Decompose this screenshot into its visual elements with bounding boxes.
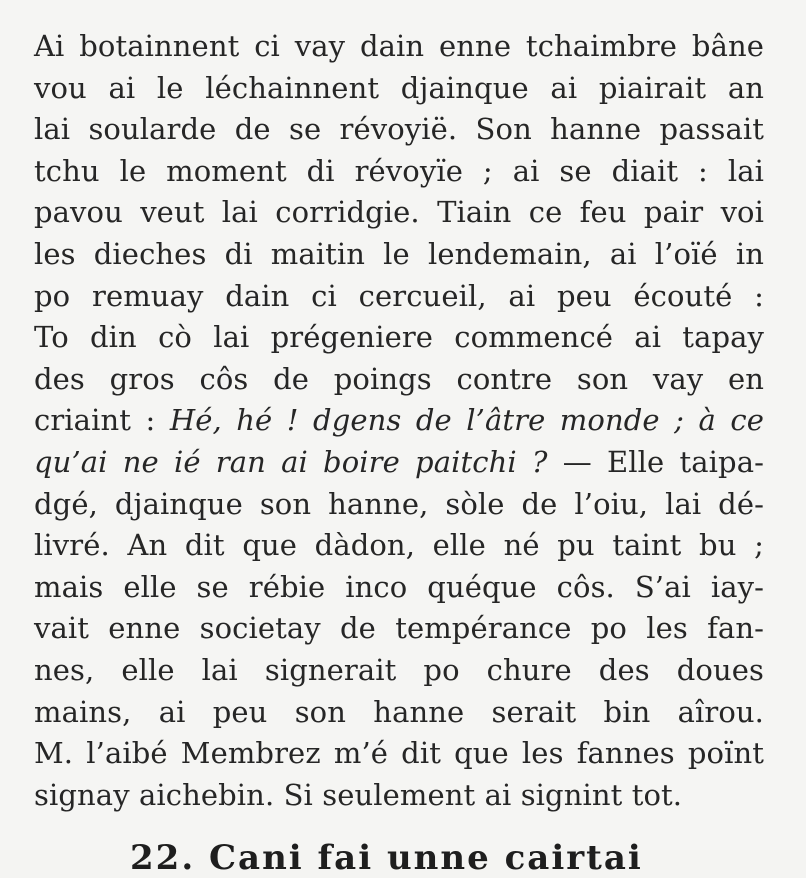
next-section-heading-cropped	[130, 828, 690, 878]
text-line: po remuay dain ci cercueil, ai peu écouté :	[34, 278, 764, 313]
text-line: Ai botainnent ci vay dain enne tchaimbre bâne	[34, 29, 764, 63]
text-line: To din cò lai prégeniere commencé ai tapay	[34, 320, 764, 355]
italic-quote: Hé, hé ! dgens de l’âtre monde ; à ce	[169, 403, 764, 438]
text-line: pavou veut lai corridgie. Tiain ce feu pair voi	[34, 195, 764, 230]
text-line: vait enne societay de tempérance po les fan-	[34, 611, 764, 646]
text-line: vou ai le léchainnent djainque ai piairait an	[34, 70, 764, 105]
text-line: mains, ai peu son hanne serait bin aîrou.	[34, 694, 764, 729]
text-line: nes, elle lai signerait po chure des doues	[34, 652, 764, 687]
text-line: lai soularde de se révoyië. Son hanne passait	[34, 112, 764, 147]
text-line: M. l’aibé Membrez m’é dit que les fannes poïnt	[34, 736, 764, 771]
italic-quote: qu’ai ne ié ran ai boire paitchi ?	[34, 444, 548, 479]
text-line: mais elle se rébie inco quéque côs. S’ai iay-	[34, 569, 764, 604]
text-line: livré. An dit que dàdon, elle né pu taint bu ;	[34, 528, 764, 563]
text-line: dgé, djainque son hanne, sòle de l’oiu, lai dé-	[34, 486, 764, 521]
text-line-mixed	[34, 400, 764, 442]
text-line-mixed	[34, 442, 764, 484]
paragraph	[34, 26, 764, 816]
text-line-last: signay aichebin. Si seulement ai signint tot.	[34, 777, 683, 812]
text-line: des gros côs de poings contre son vay en	[34, 361, 764, 396]
text-line: tchu le moment di révoyïe ; ai se diait : lai	[34, 153, 764, 188]
text-line: les dieches di maitin le lendemain, ai l’oïé in	[34, 236, 764, 271]
text-span: criaint :	[34, 403, 170, 438]
text-span: — Elle taipa-	[547, 444, 764, 479]
heading-text: 22. Cani fai unne cairtai	[130, 838, 643, 878]
